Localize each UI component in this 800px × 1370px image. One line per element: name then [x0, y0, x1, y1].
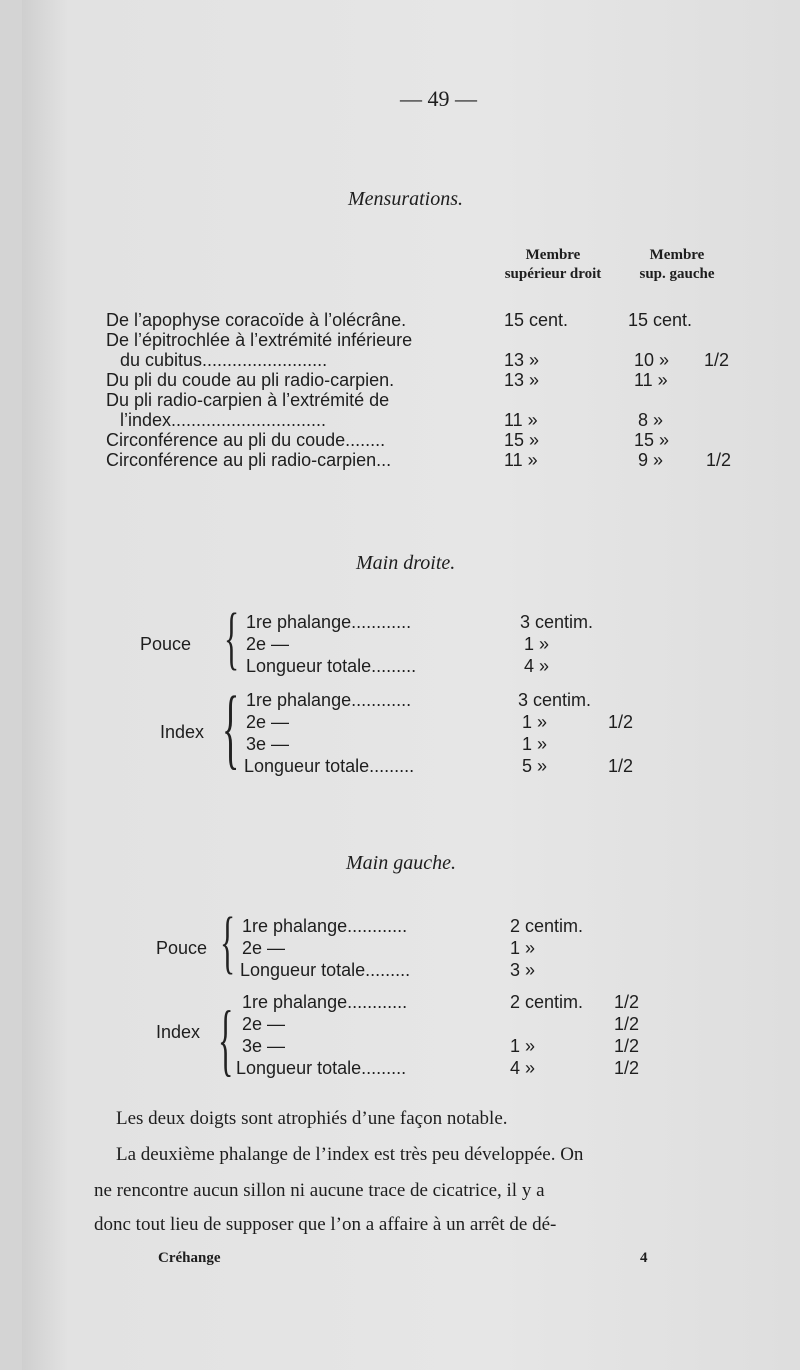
main-gauche-index-row-4-item: Longueur totale.........: [236, 1058, 407, 1078]
main-gauche-index-row-4-value: 4 »: [510, 1058, 536, 1078]
measurement-row-6-left: 8 »: [638, 410, 664, 430]
main-droite-index-row-1-value: 3 centim.: [518, 690, 592, 710]
main-gauche-title: Main gauche.: [346, 852, 456, 874]
main-gauche-index-brace: {: [218, 996, 234, 1084]
main-gauche-index-row-1-extra: 1/2: [614, 992, 640, 1012]
footer-signature-number: 4: [640, 1250, 648, 1266]
main-droite-index-row-4-extra: 1/2: [608, 756, 634, 776]
main-gauche-pouce-row-1-item: 1re phalange............: [242, 916, 408, 936]
measurement-row-3-extra: 1/2: [704, 350, 730, 370]
main-droite-pouce-row-3-value: 4 »: [524, 656, 550, 676]
measurement-row-4-label: Du pli du coude au pli radio-carpien.: [106, 370, 395, 390]
main-gauche-pouce-row-3-item: Longueur totale.........: [240, 960, 411, 980]
main-droite-pouce-brace: {: [224, 600, 240, 677]
paragraph-line-1: Les deux doigts sont atrophiés d’une façon notable.: [116, 1108, 508, 1129]
measurement-row-5-label: Du pli radio-carpien à l’extrémité de: [106, 390, 390, 410]
main-droite-pouce-row-1-item: 1re phalange............: [246, 612, 412, 632]
main-gauche-pouce-row-2-item: 2e —: [242, 938, 286, 958]
column-header-right-arm: Membre supérieur droit: [504, 247, 602, 282]
main-gauche-index-label: Index: [156, 1022, 201, 1042]
measurement-row-7-label: Circonférence au pli du coude........: [106, 430, 386, 450]
main-gauche-pouce-row-3-value: 3 »: [510, 960, 536, 980]
main-droite-title: Main droite.: [356, 552, 456, 574]
main-gauche-index-row-3-item: 3e —: [242, 1036, 286, 1056]
measurement-row-1-label: De l’apophyse coracoïde à l’olécrâne.: [106, 310, 407, 330]
paragraph-line-3: ne rencontre aucun sillon ni aucune trace de cicatrice, il y a: [94, 1180, 545, 1201]
main-droite-index-brace: {: [222, 679, 240, 778]
main-droite-index-row-3-item: 3e —: [246, 734, 290, 754]
measurement-row-1-right: 15 cent.: [504, 310, 569, 330]
main-gauche-index-row-2-item: 2e —: [242, 1014, 286, 1034]
measurement-row-6-label: l’index...............................: [120, 410, 327, 430]
main-droite-index-row-4-item: Longueur totale.........: [244, 756, 415, 776]
main-gauche-pouce-label: Pouce: [156, 938, 208, 958]
measurement-row-8-left: 9 »: [638, 450, 664, 470]
main-gauche-pouce-row-1-value: 2 centim.: [510, 916, 584, 936]
measurement-row-7-right: 15 »: [504, 430, 540, 450]
scanned-page: [22, 0, 800, 1370]
measurement-row-3-right: 13 »: [504, 350, 540, 370]
measurement-row-8-label: Circonférence au pli radio-carpien...: [106, 450, 392, 470]
main-droite-index-row-1-item: 1re phalange............: [246, 690, 412, 710]
measurement-row-7-left: 15 »: [634, 430, 670, 450]
footer-author: Créhange: [158, 1250, 221, 1266]
main-droite-pouce-row-2-value: 1 »: [524, 634, 550, 654]
main-gauche-index-row-1-value: 2 centim.: [510, 992, 584, 1012]
measurement-row-3-label: du cubitus.........................: [120, 350, 328, 370]
main-gauche-index-row-3-extra: 1/2: [614, 1036, 640, 1056]
measurement-row-1-left: 15 cent.: [628, 310, 693, 330]
measurement-row-8-right: 11 »: [504, 450, 538, 470]
measurement-row-8-extra: 1/2: [706, 450, 732, 470]
measurement-row-6-right: 11 »: [504, 410, 538, 430]
measurement-row-4-right: 13 »: [504, 370, 540, 390]
main-droite-index-row-2-extra: 1/2: [608, 712, 634, 732]
main-gauche-index-row-4-extra: 1/2: [614, 1058, 640, 1078]
measurement-row-4-left: 11 »: [634, 370, 668, 390]
column-header-left-arm: Membre sup. gauche: [639, 247, 715, 282]
page-number: — 49 —: [400, 86, 477, 111]
main-droite-index-row-2-item: 2e —: [246, 712, 290, 732]
main-droite-index-row-4-value: 5 »: [522, 756, 548, 776]
main-droite-pouce-label: Pouce: [140, 634, 192, 654]
main-gauche-index-row-2-extra: 1/2: [614, 1014, 640, 1034]
main-droite-index-row-3-value: 1 »: [522, 734, 548, 754]
paragraph-line-2: La deuxième phalange de l’index est très peu développée. On: [116, 1144, 584, 1165]
measurement-row-3-left: 10 »: [634, 350, 670, 370]
main-droite-pouce-row-2-item: 2e —: [246, 634, 290, 654]
section-title: Mensurations.: [348, 188, 463, 210]
main-droite-pouce-row-3-item: Longueur totale.........: [246, 656, 417, 676]
main-gauche-pouce-brace: {: [220, 904, 236, 981]
paragraph-line-4: donc tout lieu de supposer que l’on a affaire à un arrêt de dé-: [94, 1214, 557, 1235]
main-gauche-pouce-row-2-value: 1 »: [510, 938, 536, 958]
measurement-row-2-label: De l’épitrochlée à l’extrémité inférieure: [106, 330, 413, 350]
main-droite-index-row-2-value: 1 »: [522, 712, 548, 732]
main-droite-index-label: Index: [160, 722, 205, 742]
main-gauche-index-row-3-value: 1 »: [510, 1036, 536, 1056]
main-droite-pouce-row-1-value: 3 centim.: [520, 612, 594, 632]
main-gauche-index-row-1-item: 1re phalange............: [242, 992, 408, 1012]
